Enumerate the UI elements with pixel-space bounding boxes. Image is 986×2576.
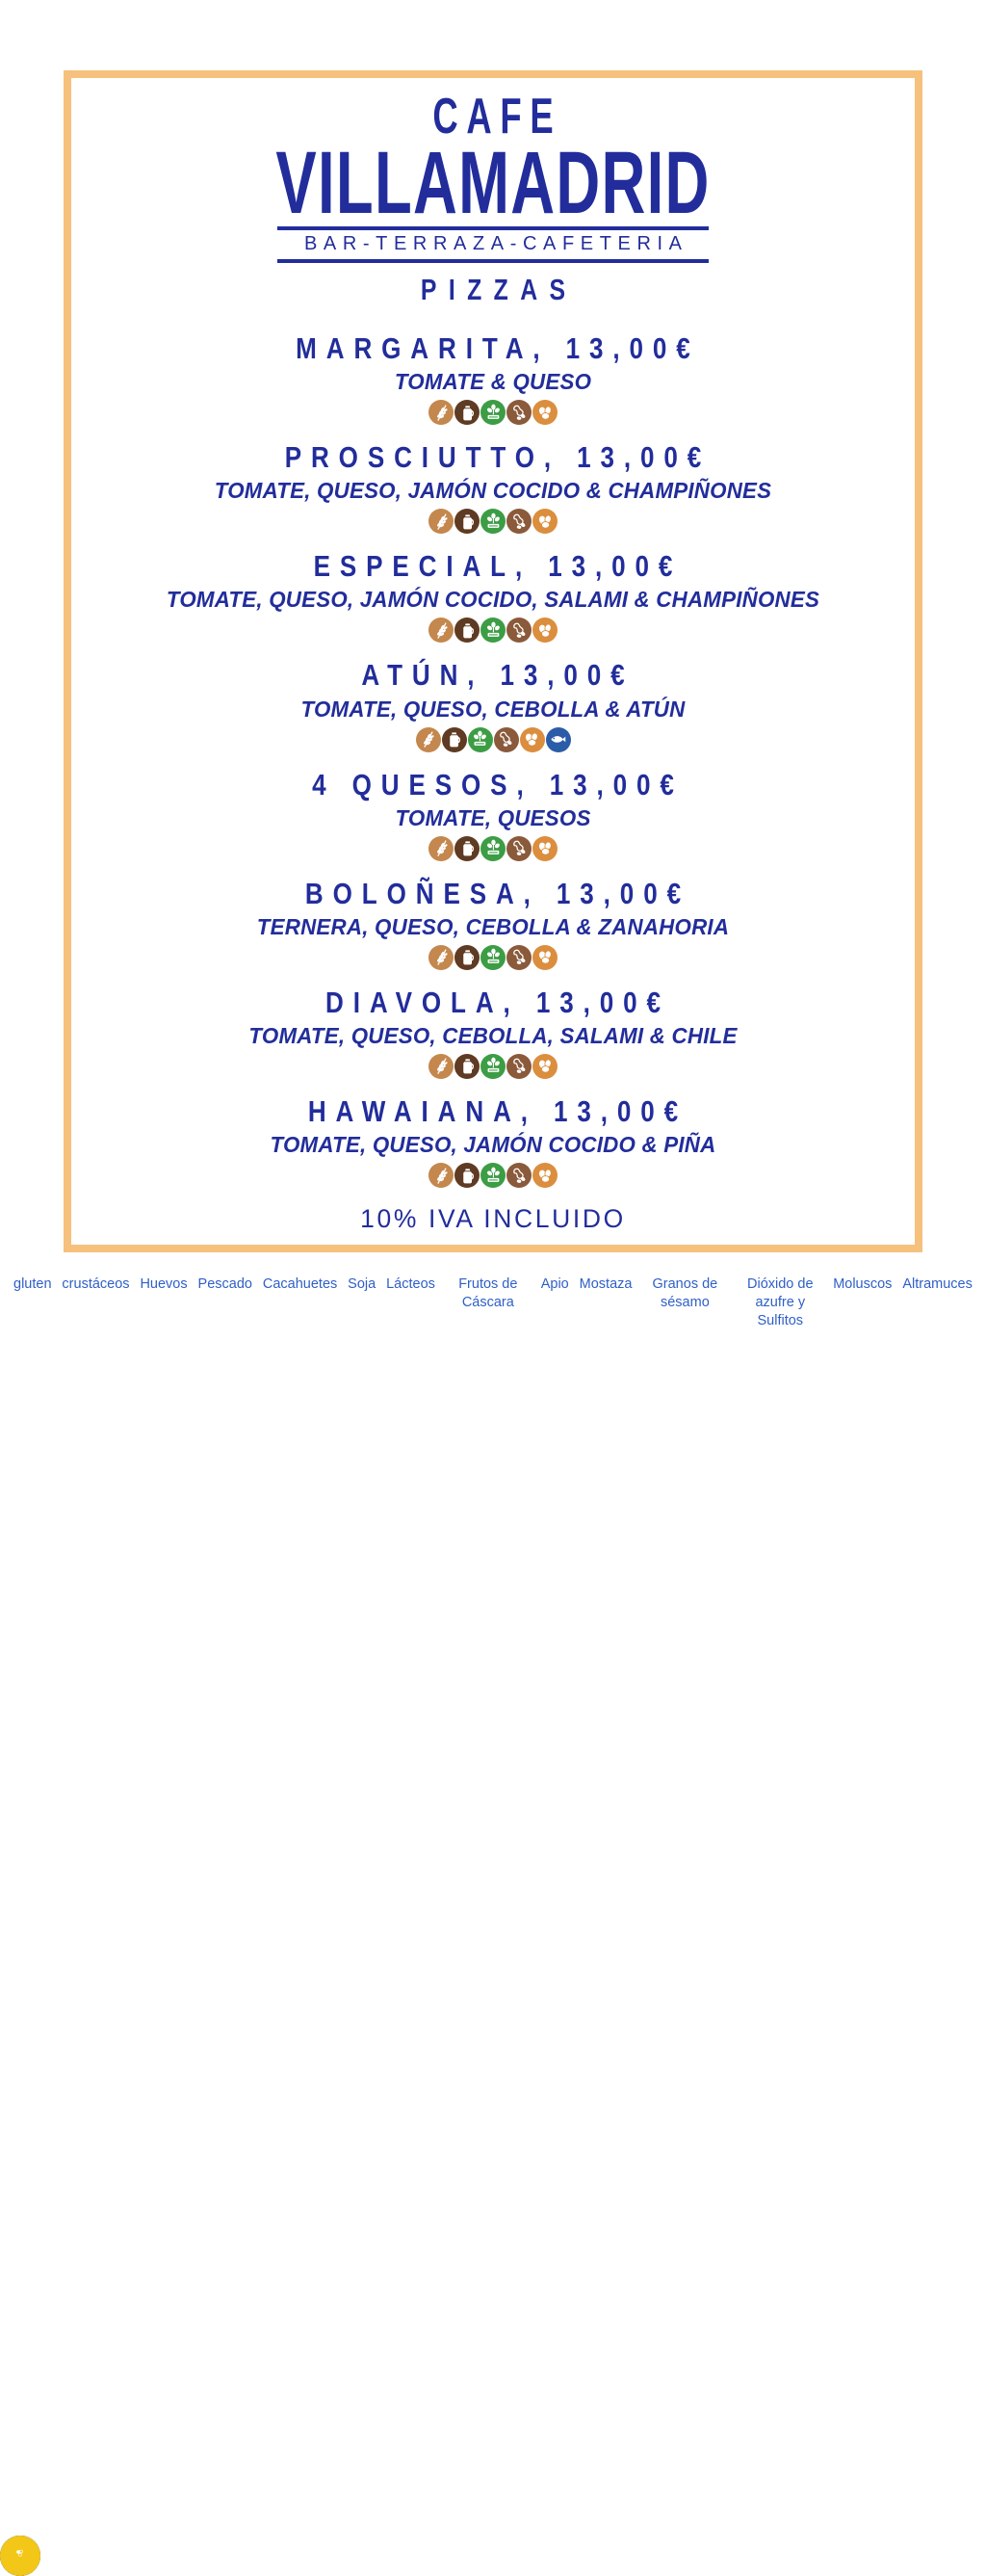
wheat-icon: [428, 836, 454, 861]
legend-item: [446, 1268, 531, 1312]
menu-item: [71, 659, 915, 751]
eggs-icon: [532, 400, 558, 425]
item-ingredients: TOMATE, QUESOS: [395, 804, 591, 830]
menu-item: [71, 1095, 915, 1188]
legend-item: [386, 1268, 435, 1294]
jug-icon: [454, 945, 480, 970]
soy-icon: [480, 1163, 506, 1188]
legend-item: [62, 1268, 129, 1294]
item-allergen-icons: [71, 1163, 915, 1188]
legend-item: [541, 1268, 569, 1294]
soy-icon: [480, 400, 506, 425]
peanut-icon: [506, 1054, 532, 1079]
legend-item: [198, 1268, 252, 1294]
eggs-icon: [532, 1163, 558, 1188]
legend-item: [642, 1268, 727, 1312]
menu-item: [71, 550, 915, 643]
soy-icon: [480, 509, 506, 534]
legend-label: crustáceos: [62, 1276, 130, 1292]
item-allergen-icons: [71, 400, 915, 425]
legend-item: [902, 1268, 973, 1294]
legend-item: [580, 1268, 633, 1294]
legend-item: [833, 1268, 892, 1294]
peanut-icon: [494, 727, 519, 752]
legend-label: Moluscos: [833, 1276, 893, 1292]
peanut-icon: [506, 945, 532, 970]
legend-label: Dióxido de azufre y Sulfitos: [747, 1276, 814, 1328]
item-name: ESPECIAL, 13,00€: [313, 549, 683, 584]
legend-label: Altramuces: [902, 1276, 973, 1292]
lupin-icon: [0, 2536, 40, 2576]
legend-label: Apio: [540, 1276, 569, 1292]
wheat-icon: [428, 618, 454, 643]
peanut-icon: [506, 400, 532, 425]
item-ingredients: TOMATE, QUESO, JAMÓN COCIDO, SALAMI & CHAMPIÑONES: [166, 587, 820, 613]
item-name: HAWAIANA, 13,00€: [307, 1093, 688, 1128]
legend-label: Pescado: [197, 1276, 252, 1292]
item-ingredients: TOMATE, QUESO, JAMÓN COCIDO & PIÑA: [270, 1131, 716, 1157]
menu-frame: [64, 70, 922, 1252]
eggs-icon: [532, 509, 558, 534]
menu-item: [71, 769, 915, 861]
wheat-icon: [428, 400, 454, 425]
jug-icon: [454, 400, 480, 425]
legend-item: [13, 1268, 52, 1294]
item-allergen-icons: [71, 618, 915, 643]
allergen-legend: [0, 1268, 986, 1330]
item-name: ATÚN, 13,00€: [361, 658, 635, 693]
legend-label: gluten: [13, 1276, 52, 1292]
legend-label: Huevos: [140, 1276, 188, 1292]
menu-item: [71, 986, 915, 1079]
soy-icon: [480, 1054, 506, 1079]
jug-icon: [442, 727, 467, 752]
soy-icon: [480, 836, 506, 861]
item-ingredients: TOMATE, QUESO, JAMÓN COCIDO & CHAMPIÑONES: [214, 478, 772, 504]
item-ingredients: TERNERA, QUESO, CEBOLLA & ZANAHORIA: [256, 913, 730, 939]
pizza-list: [71, 332, 915, 1188]
legend-label: Cacahuetes: [262, 1276, 338, 1292]
legend-label: Granos de sésamo: [652, 1276, 718, 1310]
item-allergen-icons: [71, 509, 915, 534]
jug-icon: [454, 618, 480, 643]
vat-note: 10% IVA INCLUIDO: [360, 1203, 626, 1233]
item-ingredients: TOMATE, QUESO, CEBOLLA & ATÚN: [300, 696, 686, 722]
peanut-icon: [506, 836, 532, 861]
menu-item: [71, 441, 915, 534]
legend-item: [348, 1268, 376, 1294]
soy-icon: [480, 618, 506, 643]
section-title: PIZZAS: [420, 273, 578, 307]
eggs-icon: [532, 618, 558, 643]
fish-icon: [546, 727, 571, 752]
legend-item: [140, 1268, 187, 1294]
wheat-icon: [428, 1054, 454, 1079]
legend-item: [263, 1268, 337, 1294]
item-ingredients: TOMATE & QUESO: [394, 369, 592, 395]
soy-icon: [468, 727, 493, 752]
legend-label: Lácteos: [386, 1276, 435, 1292]
brand-title: VILLAMADRID: [275, 134, 711, 232]
legend-label: Frutos de Cáscara: [458, 1276, 518, 1310]
item-allergen-icons: [71, 836, 915, 861]
item-allergen-icons: [71, 727, 915, 752]
jug-icon: [454, 836, 480, 861]
eggs-icon: [532, 945, 558, 970]
legend-label: Soja: [348, 1276, 376, 1292]
wheat-icon: [428, 509, 454, 534]
eggs-icon: [532, 1054, 558, 1079]
item-name: PROSCIUTTO, 13,00€: [284, 440, 712, 475]
item-allergen-icons: [71, 945, 915, 970]
eggs-icon: [520, 727, 545, 752]
item-name: BOLOÑESA, 13,00€: [304, 876, 690, 910]
item-allergen-icons: [71, 1054, 915, 1079]
jug-icon: [454, 1054, 480, 1079]
menu-item: [71, 878, 915, 970]
menu-item: [71, 332, 915, 425]
legend-item: [738, 1268, 822, 1330]
soy-icon: [480, 945, 506, 970]
peanut-icon: [506, 1163, 532, 1188]
legend-label: Mostaza: [579, 1276, 633, 1292]
wheat-icon: [416, 727, 441, 752]
wheat-icon: [428, 1163, 454, 1188]
eggs-icon: [532, 836, 558, 861]
wheat-icon: [428, 945, 454, 970]
jug-icon: [454, 509, 480, 534]
brand-subtitle: BAR-TERRAZA-CAFETERIA: [303, 233, 688, 255]
peanut-icon: [506, 618, 532, 643]
peanut-icon: [506, 509, 532, 534]
item-ingredients: TOMATE, QUESO, CEBOLLA, SALAMI & CHILE: [248, 1022, 738, 1048]
cafe-heading: CAFE: [432, 89, 562, 145]
item-name: DIAVOLA, 13,00€: [325, 985, 670, 1019]
item-name: 4 QUESOS, 13,00€: [312, 767, 684, 802]
item-name: MARGARITA, 13,00€: [296, 331, 700, 366]
jug-icon: [454, 1163, 480, 1188]
